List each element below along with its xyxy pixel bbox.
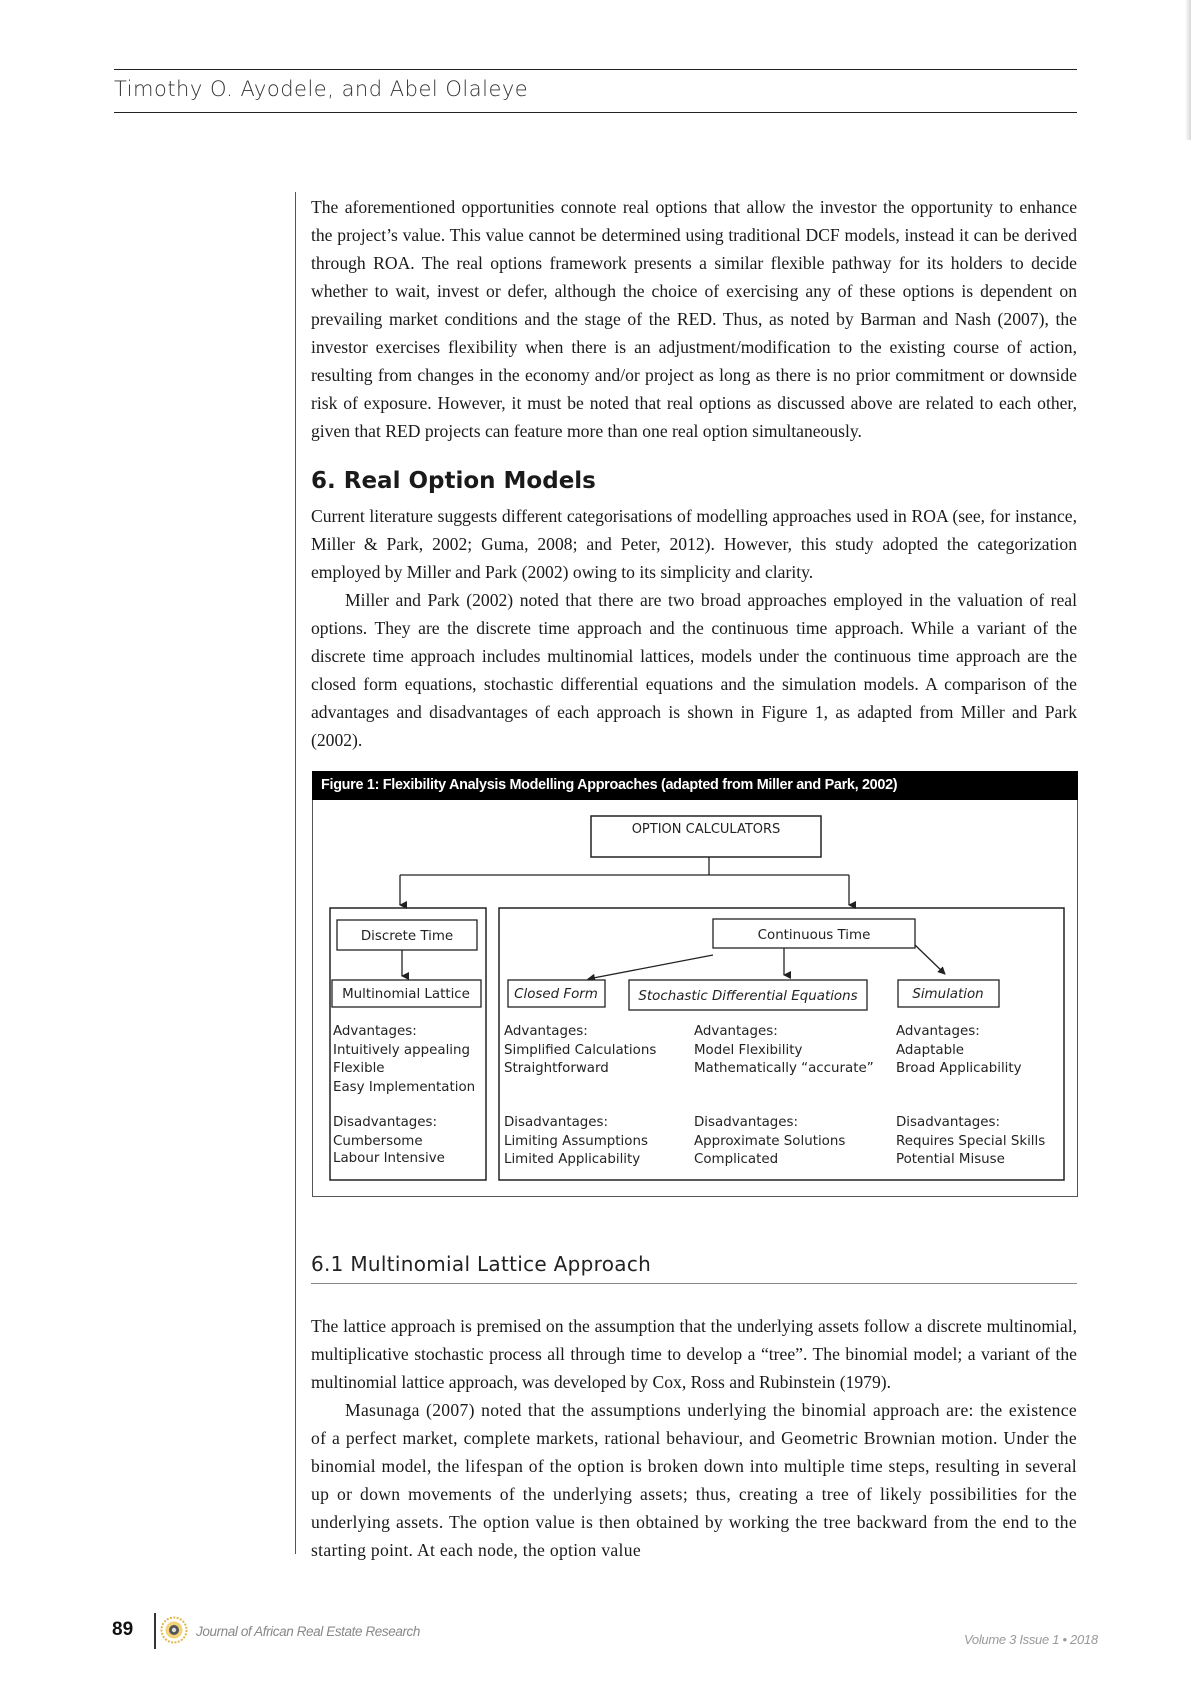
node-discrete-time-label: Discrete Time	[360, 929, 454, 944]
journal-name: Journal of African Real Estate Research	[196, 1624, 421, 1639]
figure-caption: Figure 1: Flexibility Analysis Modelling Approaches (adapted from Miller and Park, 2002)	[312, 771, 1078, 800]
figure-diagram	[312, 800, 1078, 1197]
node-closed-form-label: Closed Form	[514, 987, 598, 1002]
journal-logo-icon	[160, 1616, 188, 1644]
page-edge-shadow	[1185, 0, 1191, 140]
header-rule-bottom	[114, 112, 1077, 113]
simulation-disadvantages-label: Disadvantages:	[896, 1115, 1001, 1130]
closed-advantage-item: Straightforward	[504, 1061, 609, 1076]
lattice-advantages-label: Advantages:	[333, 1024, 417, 1039]
simulation-advantages-label: Advantages:	[896, 1024, 980, 1039]
paragraph-real-options-intro: The aforementioned opportunities connote real options that allow the investor the opportunity to enhance the project’s value. This value cannot be determined using traditional DCF models, instead it can be derived through ROA. The real options framework presents a similar flexible pathway for its holders to decide whether to wait, invest or defer, although the choice of exercising any of these options is dependent on prevailing market conditions and the stage of the RED. Thus, as noted by Barman and Nash (2007), the investor exercises flexibility when there is an adjustment/modification to the existing course of action, resulting from changes in the economy and/or project as long as there is no prior commitment or downside risk of exposure. However, it must be noted that real options as discussed above are related to each other, given that RED projects can feature more than one real option simultaneously.	[311, 197, 1077, 441]
closed-disadvantage-item: Limited Applicability	[504, 1152, 641, 1167]
lattice-advantage-item: Easy Implementation	[333, 1080, 476, 1095]
arrow-continuous-to-closed	[588, 955, 713, 979]
lattice-advantage-item: Flexible	[333, 1061, 385, 1076]
page-number: 89	[112, 1619, 134, 1640]
paragraph-lattice-premise: The lattice approach is premised on the assumption that the underlying assets follow a discrete multinomial, multiplicative stochastic process all through time to develop a “tree”. The binomial model; a variant of the multinomial lattice approach, was developed by Cox, Ross and Rubinstein (1979).	[311, 1316, 1077, 1392]
lattice-disadvantage-item: Cumbersome	[333, 1134, 423, 1149]
simulation-advantage-item: Adaptable	[896, 1043, 965, 1058]
simulation-advantage-item: Broad Applicability	[896, 1061, 1022, 1076]
closed-disadvantages-label: Disadvantages:	[504, 1115, 609, 1130]
stochastic-disadvantages-label: Disadvantages:	[694, 1115, 799, 1130]
closed-advantage-item: Simplified Calculations	[504, 1043, 657, 1058]
stochastic-advantage-item: Model Flexibility	[694, 1043, 803, 1058]
stochastic-disadvantage-item: Complicated	[694, 1152, 779, 1167]
lattice-disadvantages-label: Disadvantages:	[333, 1115, 438, 1130]
closed-disadvantage-item: Limiting Assumptions	[504, 1134, 648, 1149]
section-heading-6: 6. Real Option Models	[311, 468, 596, 494]
closed-advantages-label: Advantages:	[504, 1024, 588, 1039]
section-heading-rule	[311, 1283, 1077, 1284]
simulation-disadvantage-item: Requires Special Skills	[896, 1134, 1046, 1149]
simulation-disadvantage-item: Potential Misuse	[896, 1152, 1005, 1167]
paragraph-binomial-assumptions: Masunaga (2007) noted that the assumptions underlying the binomial approach are: the existence of a perfect market, complete markets, rational behaviour, and Geometric Brownian motion. Under the binomial model, the lifespan of the option is broken down into multiple time steps, resulting in several up or down movements of the underlying assets; thus, creating a tree of likely possibilities for the underlying assets. The option value is then obtained by working the tree backward from the end to the starting point. At each node, the option value	[311, 1400, 1077, 1560]
volume-issue: Volume 3 Issue 1 • 2018	[964, 1632, 1098, 1647]
node-continuous-time-label: Continuous Time	[757, 928, 871, 943]
node-option-calculators-label: OPTION CALCULATORS	[631, 822, 781, 837]
stochastic-advantage-item: Mathematically “accurate”	[694, 1061, 874, 1076]
arrow-continuous-to-simulation	[915, 945, 945, 974]
node-simulation-label: Simulation	[912, 987, 984, 1002]
node-multinomial-lattice-label: Multinomial Lattice	[342, 987, 470, 1002]
stochastic-advantages-label: Advantages:	[694, 1024, 778, 1039]
node-stochastic-equations-label: Stochastic Differential Equations	[638, 989, 858, 1004]
header-rule-top	[114, 69, 1077, 70]
section-heading-6-1: 6.1 Multinomial Lattice Approach	[311, 1252, 652, 1276]
lattice-advantage-item: Intuitively appealing	[333, 1043, 471, 1058]
paragraph-categorisations: Current literature suggests different categorisations of modelling approaches used in ROA (see, for instance, Miller & Park, 2002; Guma, 2008; and Peter, 2012). However, this study adopted the categorization employed by Miller and Park (2002) owing to its simplicity and clarity.	[311, 506, 1077, 582]
paragraph-two-approaches: Miller and Park (2002) noted that there are two broad approaches employed in the valuation of real options. They are the discrete time approach and the continuous time approach. While a variant of the discrete time approach includes multinomial lattices, models under the continuous time approach are the closed form equations, stochastic differential equations and the simulation models. A comparison of the advantages and disadvantages of each approach is shown in Figure 1, as adapted from Miller and Park (2002).	[311, 590, 1077, 750]
lattice-disadvantage-item: Labour Intensive	[333, 1151, 445, 1166]
margin-rule	[295, 192, 296, 1554]
running-header-authors: Timothy O. Ayodele, and Abel Olaleye	[114, 77, 529, 101]
footer-divider	[154, 1613, 156, 1649]
stochastic-disadvantage-item: Approximate Solutions	[694, 1134, 846, 1149]
